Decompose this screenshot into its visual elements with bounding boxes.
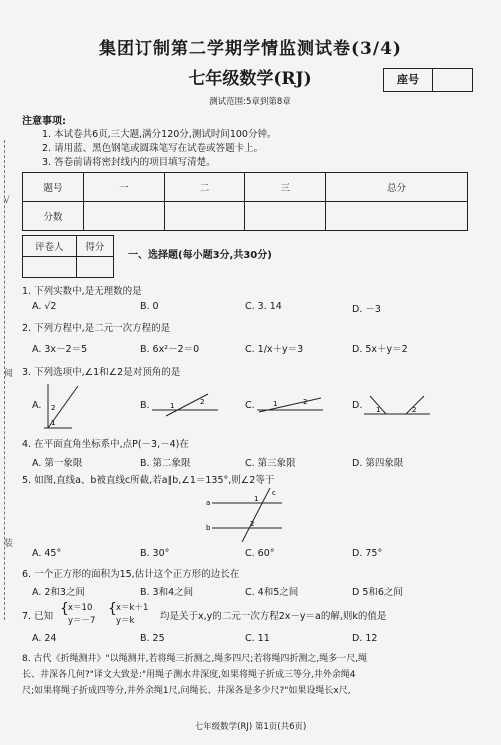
parallel-lines-figure bbox=[206, 488, 286, 542]
question-stem: 5. 如图,直线a、b被直线c所截,若a∥b,∠1＝135°,则∠2等于 bbox=[22, 475, 275, 486]
score-header: 总分 bbox=[326, 173, 468, 202]
option: B. 3和4之间 bbox=[140, 587, 194, 598]
equation-system: y＝－7 bbox=[68, 616, 96, 626]
angle-label: 1 bbox=[51, 419, 56, 427]
option: A. √2 bbox=[32, 301, 57, 312]
option: D. 5x＋y＝2 bbox=[352, 344, 408, 355]
angle-figure-d bbox=[362, 392, 432, 418]
angle-label: 1 bbox=[254, 495, 259, 503]
score-header: 二 bbox=[164, 173, 245, 202]
angle-label: 1 bbox=[273, 400, 278, 408]
option: C. 11 bbox=[245, 633, 270, 644]
option: D. bbox=[352, 400, 363, 411]
notes-heading: 注意事项: bbox=[22, 116, 66, 127]
option: A. 2和3之间 bbox=[32, 587, 85, 598]
option: A. 24 bbox=[32, 633, 57, 644]
score-header: 题号 bbox=[23, 173, 84, 202]
score-cell[interactable] bbox=[164, 202, 245, 231]
option: A. 第一象限 bbox=[32, 458, 83, 469]
test-range: 测试范围:5章到第8章 bbox=[209, 97, 291, 107]
line-label-a: a bbox=[206, 499, 211, 507]
angle-figure-c bbox=[255, 392, 325, 418]
angle-figure-b bbox=[150, 392, 220, 418]
angle-label: 2 bbox=[303, 398, 308, 406]
option: C. 4和5之间 bbox=[245, 587, 299, 598]
score-header: 一 bbox=[84, 173, 165, 202]
option: C. 3. 14 bbox=[245, 301, 282, 312]
option: D. 第四象限 bbox=[352, 458, 404, 469]
question-stem: 长、井深各几何?"译文大致是:"用绳子测水井深度,如果将绳子折成三等分,井外余绳4 bbox=[22, 670, 356, 680]
option: C. bbox=[245, 400, 255, 411]
option: A. bbox=[32, 400, 42, 411]
angle-label: 2 bbox=[250, 520, 255, 528]
grader-header: 得分 bbox=[76, 236, 113, 257]
grader-table bbox=[22, 235, 114, 278]
option: B. 第二象限 bbox=[140, 458, 191, 469]
option: C. 60° bbox=[245, 548, 275, 559]
exam-subject: 七年级数学(RJ) bbox=[188, 69, 312, 89]
option: B. 6x²－2＝0 bbox=[140, 344, 200, 355]
angle-label: 2 bbox=[412, 406, 417, 414]
angle-label: 2 bbox=[200, 398, 205, 406]
score-table bbox=[22, 172, 468, 231]
score-cell[interactable] bbox=[84, 202, 165, 231]
line-label-b: b bbox=[206, 524, 211, 532]
option: A. 3x－2＝5 bbox=[32, 344, 88, 355]
score-header: 三 bbox=[245, 173, 326, 202]
note-item: 1. 本试卷共6页,三大题,满分120分,测试时间100分钟。 bbox=[42, 129, 277, 140]
question-stem: 1. 下列实数中,是无理数的是 bbox=[22, 286, 142, 297]
option: C. 1/x＋y＝3 bbox=[245, 344, 304, 355]
exam-title: 集团订制第二学期学情监测试卷(3/4) bbox=[99, 39, 402, 59]
question-stem: 2. 下列方程中,是二元一次方程的是 bbox=[22, 323, 171, 334]
option: D. －3 bbox=[352, 304, 381, 315]
seat-label: 座号 bbox=[384, 69, 433, 91]
grader-header: 评卷人 bbox=[23, 236, 77, 257]
option: B. 0 bbox=[140, 301, 159, 312]
equation-system: x＝k＋1 bbox=[116, 603, 149, 613]
note-item: 2. 请用蓝、黑色钢笔或圆珠笔写在试卷或答题卡上。 bbox=[42, 143, 264, 154]
question-stem: 3. 下列选项中,∠1和∠2是对顶角的是 bbox=[22, 367, 181, 378]
question-stem: 尺;如果将绳子折成四等分,井外余绳1尺,问绳长、井深各是多少尺?"如果设绳长x尺, bbox=[22, 686, 351, 696]
angle-label: 1 bbox=[376, 406, 381, 414]
option: B. 30° bbox=[140, 548, 170, 559]
binding-mark: 装 bbox=[4, 539, 14, 549]
score-cell[interactable] bbox=[326, 202, 468, 231]
line-label-c: c bbox=[272, 489, 276, 497]
binding-mark: 阅 bbox=[4, 369, 14, 379]
option: C. 第三象限 bbox=[245, 458, 296, 469]
seat-number-box[interactable] bbox=[383, 68, 473, 92]
grader-cell[interactable] bbox=[23, 257, 77, 278]
option: B. bbox=[140, 400, 150, 411]
note-item: 3. 答卷前请将密封线内的项目填写清楚。 bbox=[42, 157, 216, 168]
angle-label: 2 bbox=[51, 404, 56, 412]
equation-system: x＝10 bbox=[68, 603, 93, 613]
page-footer: 七年级数学(RJ) 第1页(共6页) bbox=[194, 722, 307, 732]
brace-icon: { bbox=[60, 601, 69, 617]
question-stem: 均是关于x,y的二元一次方程2x－y＝a的解,则k的值是 bbox=[160, 611, 387, 622]
option: D 5和6之间 bbox=[352, 587, 403, 598]
section-heading: 一、选择题(每小题3分,共30分) bbox=[128, 250, 272, 261]
angle-label: 1 bbox=[170, 402, 175, 410]
option: A. 45° bbox=[32, 548, 62, 559]
question-stem: 6. 一个正方形的面积为15,估计这个正方形的边长在 bbox=[22, 569, 240, 580]
score-row-label: 分数 bbox=[23, 202, 84, 231]
angle-figure-a bbox=[42, 380, 82, 430]
option: D. 12 bbox=[352, 633, 378, 644]
question-stem: 8. 古代《折绳测井》"以绳测井,若将绳三折测之,绳多四尺;若将绳四折测之,绳多一尺,绳 bbox=[22, 654, 368, 664]
option: D. 75° bbox=[352, 548, 383, 559]
question-stem: 4. 在平面直角坐标系中,点P(－3,－4)在 bbox=[22, 439, 189, 450]
brace-icon: { bbox=[108, 601, 117, 617]
option: B. 25 bbox=[140, 633, 165, 644]
score-cell[interactable] bbox=[245, 202, 326, 231]
grader-cell[interactable] bbox=[76, 257, 113, 278]
equation-system: y＝k bbox=[116, 616, 135, 626]
question-stem: 7. 已知 bbox=[22, 611, 54, 622]
binding-mark: √ bbox=[4, 196, 10, 206]
